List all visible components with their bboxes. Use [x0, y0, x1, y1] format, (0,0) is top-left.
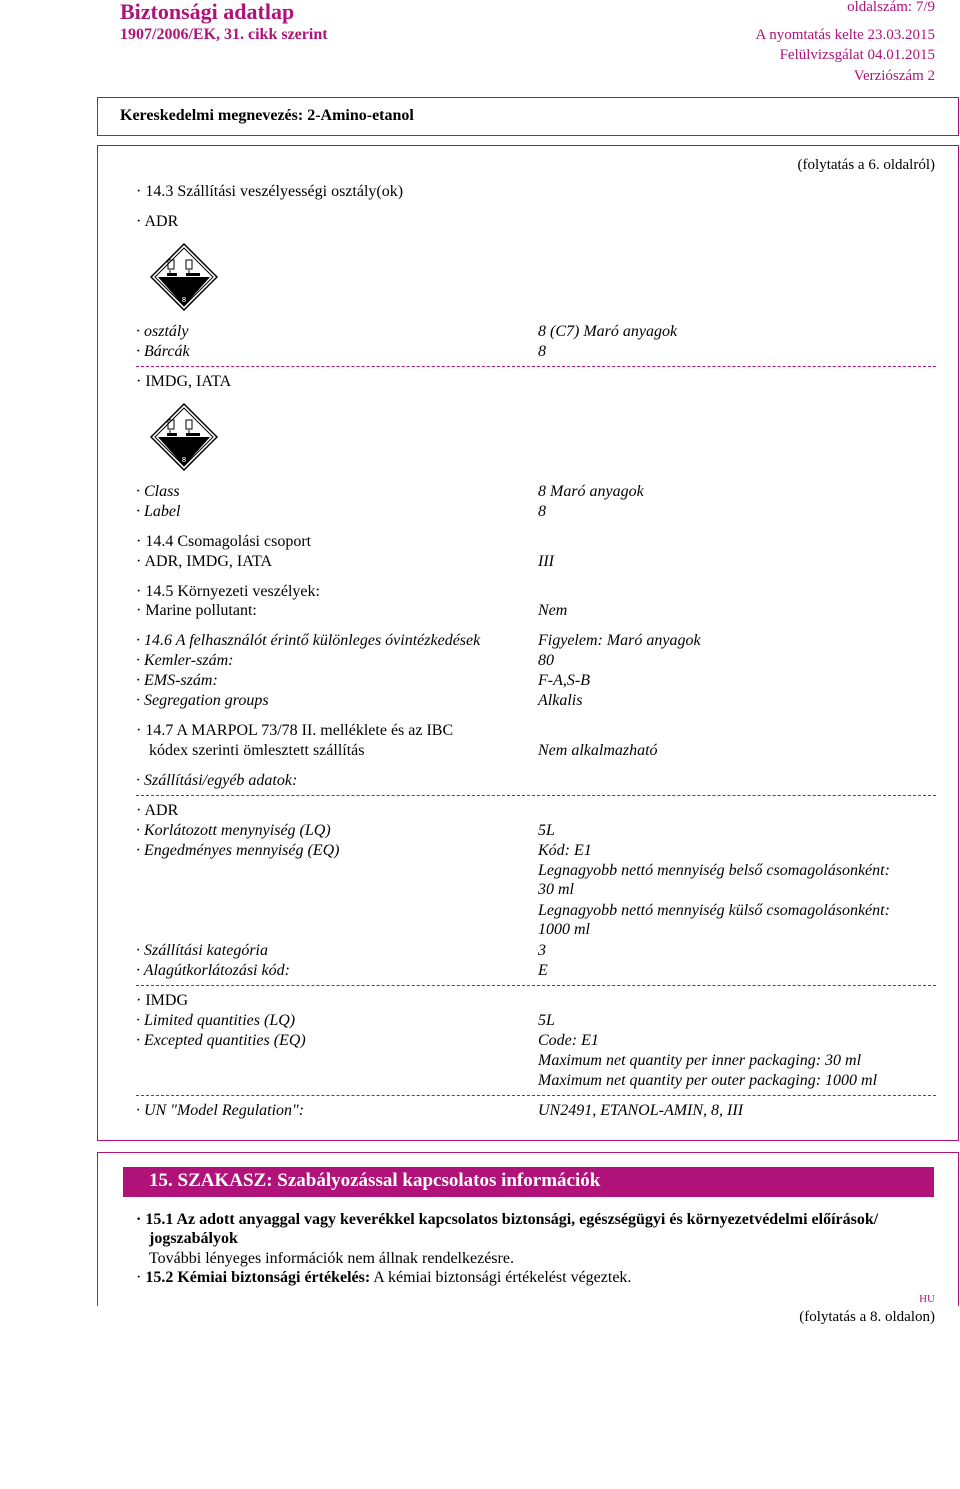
version-number: Verziószám 2: [853, 68, 935, 84]
continued-to: (folytatás a 8. oldalon): [799, 1309, 935, 1325]
section-15-2-text: A kémiai biztonsági értékelést végeztek.: [373, 1269, 632, 1286]
trade-name: Kereskedelmi megnevezés: 2-Amino-etanol: [120, 107, 414, 124]
section-14-4-heading: 14.4 Csomagolási csoport: [145, 533, 312, 550]
section-14-6-heading: 14.6 A felhasználót érintő különleges óvintézkedések: [144, 632, 481, 649]
class-en-label: Class: [144, 483, 180, 500]
imdg-iata-heading: IMDG, IATA: [145, 373, 232, 390]
un-regulation-value: UN2491, ETANOL-AMIN, 8, III: [538, 1102, 744, 1119]
adr-eq-inner: Legnagyobb nettó mennyiség belső csomagolásonként:: [538, 862, 890, 879]
corrosive-hazard-icon: [150, 243, 218, 311]
marine-pollutant-label: Marine pollutant:: [145, 602, 257, 619]
kemler-value: 80: [538, 652, 554, 669]
adr-eq-label: Engedményes mennyiség (EQ): [144, 842, 340, 859]
revision-date: Felülvizsgálat 04.01.2015: [779, 47, 935, 63]
section-15-1-heading-cont: jogszabályok: [149, 1230, 238, 1247]
divider: [136, 985, 936, 986]
class-en-value: 8 Maró anyagok: [538, 483, 644, 500]
segregation-label: Segregation groups: [144, 692, 269, 709]
imdg-eq-label: Excepted quantities (EQ): [144, 1032, 306, 1049]
marine-pollutant-value: Nem: [538, 602, 568, 619]
section-15-title: 15. SZAKASZ: Szabályozással kapcsolatos információk: [149, 1170, 601, 1191]
labels-label: Bárcák: [144, 343, 190, 360]
imdg-eq-inner: Maximum net quantity per inner packaging: 30 ml: [538, 1052, 862, 1069]
kemler-label: Kemler-szám:: [144, 652, 234, 669]
section-14-5-heading: 14.5 Környezeti veszélyek:: [145, 583, 320, 600]
special-precautions-value: Figyelem: Maró anyagok: [538, 632, 701, 649]
labels-value: 8: [538, 343, 546, 360]
trade-name-box: [97, 97, 959, 136]
divider: [136, 795, 936, 796]
class-label: osztály: [144, 323, 189, 340]
imdg-lq-label: Limited quantities (LQ): [144, 1012, 296, 1029]
ems-label: EMS-szám:: [144, 672, 218, 689]
section-14-7-heading-cont: kódex szerinti ömlesztett szállítás: [149, 742, 365, 759]
page-number: oldalszám: 7/9: [847, 0, 935, 15]
section-15-1-text: További lényeges információk nem állnak rendelkezésre.: [149, 1250, 514, 1267]
adr-eq-outer: Legnagyobb nettó mennyiség külső csomagolásonként:: [538, 902, 890, 919]
section-15-banner: [123, 1167, 934, 1196]
banner-underline: [123, 1195, 934, 1197]
segregation-value: Alkalis: [538, 692, 583, 709]
imdg-subheading: IMDG: [145, 992, 188, 1009]
transport-category-value: 3: [538, 942, 546, 959]
imdg-eq-outer: Maximum net quantity per outer packaging: 1000 ml: [538, 1072, 878, 1089]
divider: [136, 366, 936, 367]
regulation-reference: 1907/2006/EK, 31. cikk szerint: [120, 26, 328, 43]
section-14-3-heading: 14.3 Szállítási veszélyességi osztály(ok): [145, 183, 404, 200]
transport-category-label: Szállítási kategória: [144, 942, 268, 959]
adr-eq-inner-amount: 30 ml: [538, 881, 574, 898]
pictogram-number: 8: [181, 296, 187, 304]
ems-value: F-A,S-B: [538, 672, 590, 689]
continued-from: (folytatás a 6. oldalról): [797, 157, 935, 173]
class-value: 8 (C7) Maró anyagok: [538, 323, 678, 340]
corrosive-hazard-icon: [150, 403, 218, 471]
section-15-2-label: 15.2 Kémiai biztonsági értékelés:: [145, 1269, 371, 1286]
language-code: HU: [919, 1293, 935, 1305]
adr-heading: ADR: [144, 213, 179, 230]
adr-eq-outer-amount: 1000 ml: [538, 921, 590, 938]
label-en-label: Label: [144, 503, 181, 520]
adr-subheading: ADR: [144, 802, 179, 819]
divider: [136, 1095, 936, 1096]
adr-lq-label: Korlátozott menynyiség (LQ): [144, 822, 331, 839]
tunnel-code-value: E: [538, 962, 548, 979]
document-title: Biztonsági adatlap: [120, 0, 295, 24]
transport-other-heading: Szállítási/egyéb adatok:: [144, 772, 298, 789]
packing-group-label: ADR, IMDG, IATA: [144, 553, 273, 570]
adr-lq-value: 5L: [538, 822, 555, 839]
marpol-value: Nem alkalmazható: [538, 742, 658, 759]
imdg-eq-code: Code: E1: [538, 1032, 599, 1049]
imdg-lq-value: 5L: [538, 1012, 555, 1029]
tunnel-code-label: Alagútkorlátozási kód:: [143, 962, 290, 979]
print-date: A nyomtatás kelte 23.03.2015: [755, 27, 935, 43]
packing-group-value: III: [538, 553, 554, 570]
section-15-1-heading: 15.1 Az adott anyaggal vagy keverékkel kapcsolatos biztonsági, egészségügyi és környezetvédelmi előírások/: [145, 1211, 879, 1228]
adr-eq-code: Kód: E1: [538, 842, 592, 859]
label-en-value: 8: [538, 503, 546, 520]
section-14-7-heading: 14.7 A MARPOL 73/78 II. melléklete és az IBC: [145, 722, 454, 739]
un-regulation-label: UN "Model Regulation":: [144, 1102, 305, 1119]
pictogram-number: 8: [181, 456, 187, 464]
